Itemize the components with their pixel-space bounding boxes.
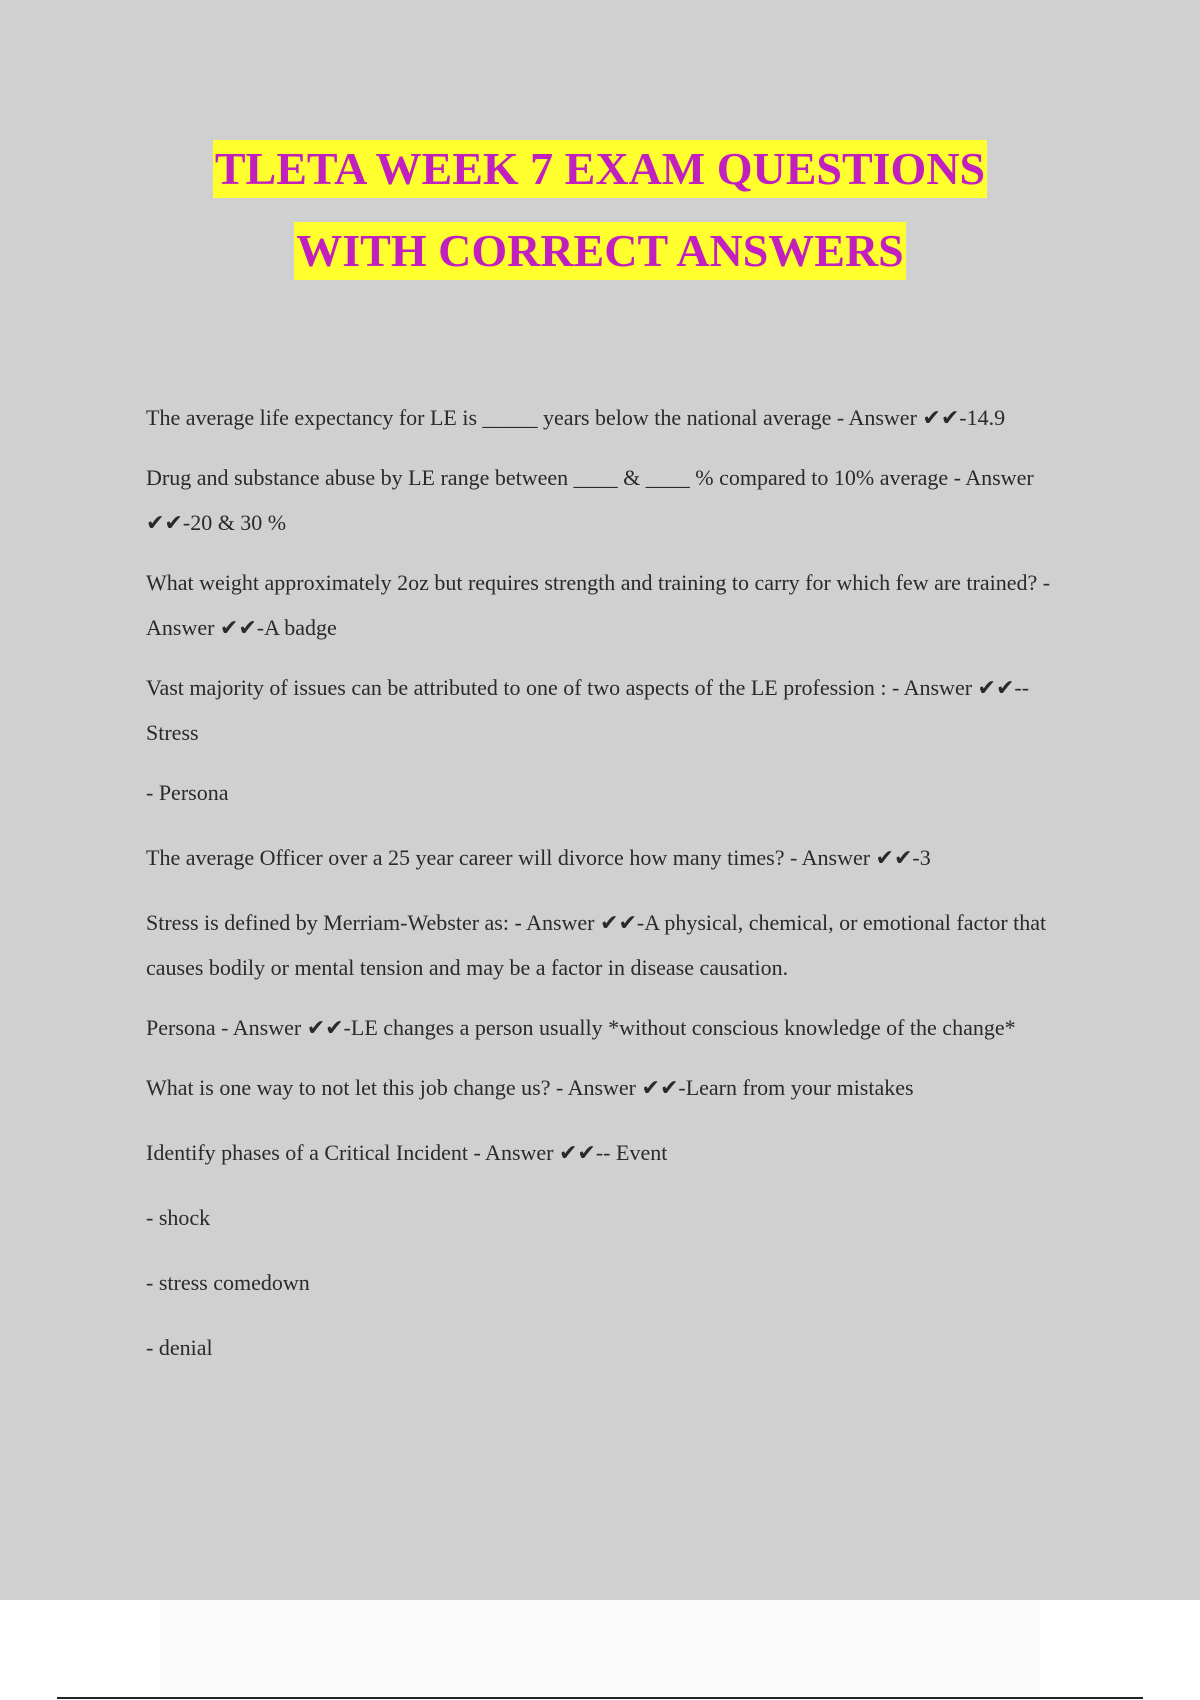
title-line-2: WITH CORRECT ANSWERS	[294, 222, 906, 280]
qa-entry-continuation: - shock	[146, 1205, 211, 1230]
qa-entry: Stress is defined by Merriam-Webster as: - Answer ✔✔-A physical, chemical, or emotional factor that causes bodily or mental tension and may be a factor in disease causation.	[146, 910, 1047, 980]
qa-entry: The average Officer over a 25 year career will divorce how many times? - Answer ✔✔-3	[146, 845, 931, 870]
qa-entry: Identify phases of a Critical Incident - Answer ✔✔-- Event	[146, 1140, 668, 1165]
qa-entry: The average life expectancy for LE is _____ years below the national average - Answer ✔✔-14.9	[146, 405, 1006, 430]
footer-divider	[57, 1697, 1143, 1699]
title-line-1: TLETA WEEK 7 EXAM QUESTIONS	[213, 140, 987, 198]
page-title	[0, 140, 1200, 280]
qa-entry-continuation: - stress comedown	[146, 1270, 310, 1295]
qa-entry: What weight approximately 2oz but requires strength and training to carry for which few are trained? - Answer ✔✔-A badge	[146, 570, 1051, 640]
qa-entry: Vast majority of issues can be attributed to one of two aspects of the LE profession : - Answer ✔✔-- Stress	[146, 675, 1030, 745]
qa-entry-continuation: - denial	[146, 1335, 213, 1360]
qa-entry: Drug and substance abuse by LE range between ____ & ____ % compared to 10% average - Answer ✔✔-20 & 30 %	[146, 465, 1034, 535]
qa-entry: Persona - Answer ✔✔-LE changes a person usually *without conscious knowledge of the change*	[146, 1015, 1016, 1040]
footer-shade	[160, 1600, 1040, 1696]
qa-list	[146, 395, 1076, 1390]
qa-entry-continuation: - Persona	[146, 780, 229, 805]
qa-entry: What is one way to not let this job change us? - Answer ✔✔-Learn from your mistakes	[146, 1075, 914, 1100]
